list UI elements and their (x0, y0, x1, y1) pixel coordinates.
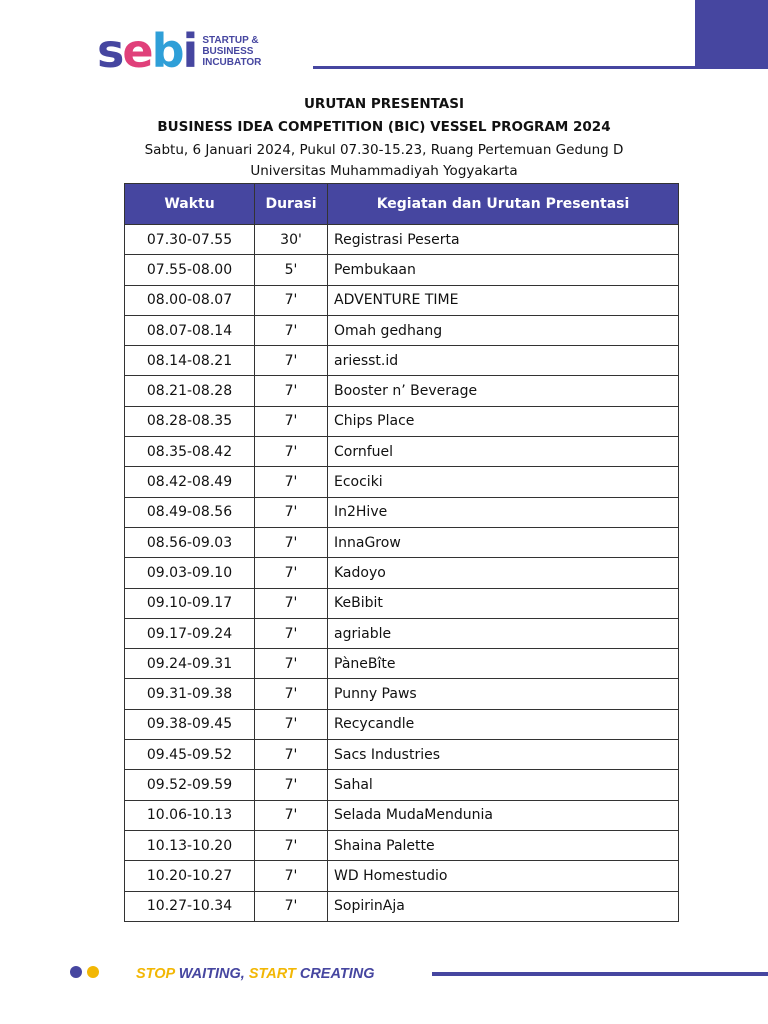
cell-waktu: 10.27-10.34 (125, 891, 255, 921)
cell-waktu: 08.00-08.07 (125, 285, 255, 315)
column-header-durasi: Durasi (255, 184, 328, 225)
sebi-logo (97, 24, 262, 78)
cell-waktu: 09.52-09.59 (125, 770, 255, 800)
cell-kegiatan: Sacs Industries (328, 740, 679, 770)
footer-dot (87, 966, 99, 978)
cell-durasi: 7' (255, 740, 328, 770)
cell-kegiatan: Ecociki (328, 467, 679, 497)
cell-waktu: 09.45-09.52 (125, 740, 255, 770)
logo-letter-i: i (182, 24, 197, 78)
cell-kegiatan: WD Homestudio (328, 861, 679, 891)
cell-kegiatan: Shaina Palette (328, 830, 679, 860)
logo-tagline-line: BUSINESS (202, 45, 254, 57)
event-venue-line: Universitas Muhammadiyah Yogyakarta (250, 163, 518, 179)
footer-rule (432, 972, 768, 976)
cell-durasi: 7' (255, 497, 328, 527)
table-row (125, 709, 679, 739)
cell-waktu: 10.20-10.27 (125, 861, 255, 891)
cell-kegiatan: Omah gedhang (328, 315, 679, 345)
table-row (125, 467, 679, 497)
cell-waktu: 09.38-09.45 (125, 709, 255, 739)
table-row (125, 315, 679, 345)
table-row (125, 285, 679, 315)
logo-wordmark (97, 24, 197, 78)
cell-kegiatan: ariesst.id (328, 346, 679, 376)
schedule-table-body (125, 225, 679, 922)
table-row (125, 527, 679, 557)
logo-letter-s: s (97, 24, 123, 78)
table-row (125, 740, 679, 770)
cell-waktu: 09.24-09.31 (125, 649, 255, 679)
cell-waktu: 08.14-08.21 (125, 346, 255, 376)
table-header-row (125, 184, 679, 225)
table-row (125, 406, 679, 436)
cell-durasi: 7' (255, 315, 328, 345)
column-header-waktu: Waktu (125, 184, 255, 225)
table-row (125, 800, 679, 830)
logo-tagline (202, 35, 261, 68)
cell-durasi: 7' (255, 588, 328, 618)
event-date-line: Sabtu, 6 Januari 2024, Pukul 07.30-15.23, Ruang Pertemuan Gedung D (144, 142, 624, 158)
slogan-part: START (248, 966, 300, 982)
cell-durasi: 7' (255, 770, 328, 800)
table-row (125, 861, 679, 891)
cell-kegiatan: Chips Place (328, 406, 679, 436)
cell-durasi: 7' (255, 467, 328, 497)
cell-waktu: 09.10-09.17 (125, 588, 255, 618)
document-subtitle: BUSINESS IDEA COMPETITION (BIC) VESSEL PROGRAM 2024 (157, 119, 611, 135)
cell-durasi: 7' (255, 558, 328, 588)
cell-kegiatan: Booster n’ Beverage (328, 376, 679, 406)
table-row (125, 649, 679, 679)
cell-durasi: 7' (255, 437, 328, 467)
cell-kegiatan: Pembukaan (328, 255, 679, 285)
cell-durasi: 7' (255, 649, 328, 679)
table-row (125, 255, 679, 285)
cell-waktu: 08.35-08.42 (125, 437, 255, 467)
cell-kegiatan: Selada MudaMendunia (328, 800, 679, 830)
cell-waktu: 10.13-10.20 (125, 830, 255, 860)
cell-kegiatan: SopirinAja (328, 891, 679, 921)
footer-dot (70, 966, 82, 978)
table-row (125, 830, 679, 860)
footer-dots (70, 966, 99, 978)
cell-durasi: 5' (255, 255, 328, 285)
cell-kegiatan: Recycandle (328, 709, 679, 739)
cell-kegiatan: ADVENTURE TIME (328, 285, 679, 315)
table-row (125, 497, 679, 527)
cell-durasi: 7' (255, 406, 328, 436)
cell-durasi: 7' (255, 527, 328, 557)
cell-durasi: 7' (255, 285, 328, 315)
cell-waktu: 08.21-08.28 (125, 376, 255, 406)
slogan-part: WAITING, (178, 966, 249, 982)
logo-letter-e: e (122, 24, 152, 78)
cell-durasi: 30' (255, 225, 328, 255)
logo-tagline-line: INCUBATOR (202, 56, 262, 68)
cell-waktu: 09.03-09.10 (125, 558, 255, 588)
cell-durasi: 7' (255, 891, 328, 921)
cell-kegiatan: Cornfuel (328, 437, 679, 467)
table-row (125, 346, 679, 376)
cell-kegiatan: Registrasi Peserta (328, 225, 679, 255)
cell-waktu: 10.06-10.13 (125, 800, 255, 830)
cell-waktu: 08.42-08.49 (125, 467, 255, 497)
table-row (125, 618, 679, 648)
cell-waktu: 08.49-08.56 (125, 497, 255, 527)
table-row (125, 770, 679, 800)
slogan-part: STOP (136, 966, 179, 982)
cell-durasi: 7' (255, 618, 328, 648)
table-row (125, 679, 679, 709)
table-row (125, 891, 679, 921)
cell-durasi: 7' (255, 346, 328, 376)
document-title: URUTAN PRESENTASI (303, 96, 465, 112)
logo-tagline-line: STARTUP & (202, 34, 259, 46)
cell-kegiatan: InnaGrow (328, 527, 679, 557)
cell-waktu: 07.30-07.55 (125, 225, 255, 255)
cell-waktu: 08.07-08.14 (125, 315, 255, 345)
cell-kegiatan: agriable (328, 618, 679, 648)
slogan-part: CREATING (299, 966, 375, 982)
schedule-table (124, 183, 679, 922)
cell-durasi: 7' (255, 709, 328, 739)
cell-durasi: 7' (255, 679, 328, 709)
table-row (125, 588, 679, 618)
cell-durasi: 7' (255, 376, 328, 406)
cell-waktu: 09.17-09.24 (125, 618, 255, 648)
cell-durasi: 7' (255, 800, 328, 830)
table-row (125, 376, 679, 406)
column-header-kegiatan: Kegiatan dan Urutan Presentasi (328, 184, 679, 225)
cell-durasi: 7' (255, 861, 328, 891)
cell-kegiatan: Punny Paws (328, 679, 679, 709)
footer-slogan (136, 966, 375, 982)
table-row (125, 437, 679, 467)
table-row (125, 558, 679, 588)
cell-waktu: 08.28-08.35 (125, 406, 255, 436)
cell-kegiatan: Kadoyo (328, 558, 679, 588)
cell-kegiatan: PàneBîte (328, 649, 679, 679)
cell-waktu: 09.31-09.38 (125, 679, 255, 709)
cell-kegiatan: Sahal (328, 770, 679, 800)
cell-waktu: 07.55-08.00 (125, 255, 255, 285)
cell-waktu: 08.56-09.03 (125, 527, 255, 557)
cell-kegiatan: In2Hive (328, 497, 679, 527)
logo-letter-b: b (151, 24, 183, 78)
corner-accent-block (695, 0, 768, 69)
cell-durasi: 7' (255, 830, 328, 860)
table-row (125, 225, 679, 255)
header-rule (313, 66, 695, 69)
cell-kegiatan: KeBibit (328, 588, 679, 618)
